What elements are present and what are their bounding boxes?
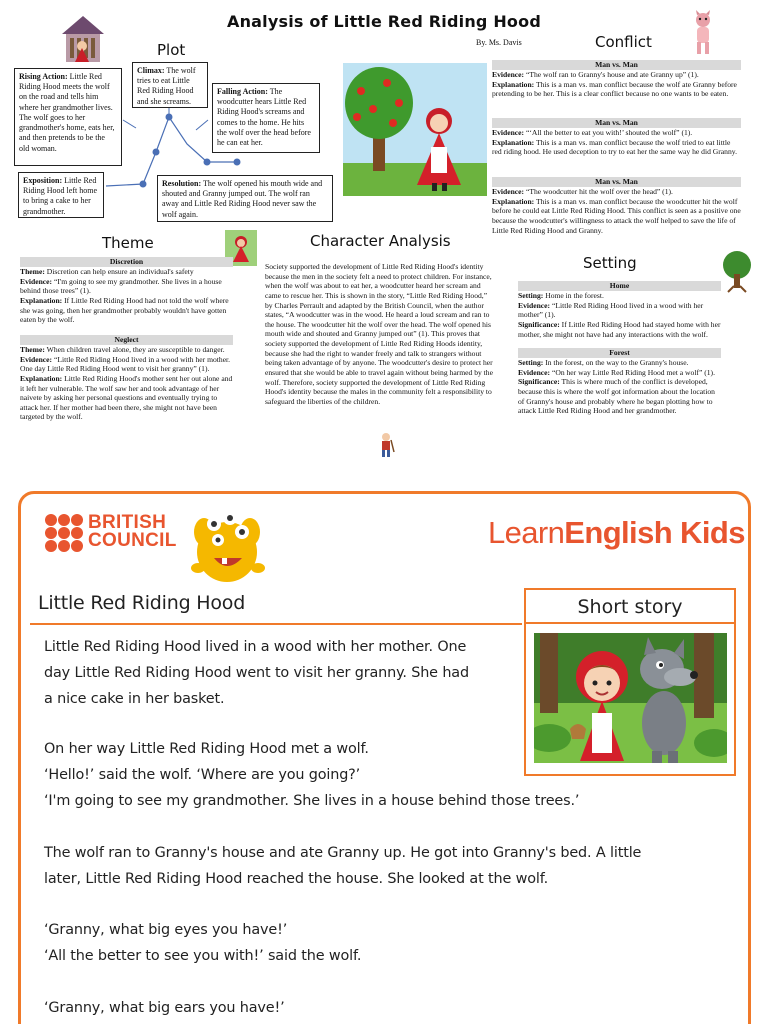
exposition-text: Little Red Riding Hood left home to bring a cake to her grandmother. <box>23 176 97 216</box>
setting-evidence-label-2: Evidence: <box>518 367 551 377</box>
theme-explanation-2: Little Red Riding Hood's mother sent her out alone and it left her vulnerable. The wolf saw her and took advantage of her naivete by asking her personal questions and eventually trying to attack her. If her mother had been there, she might not have been targeted by the wolf. <box>20 373 233 422</box>
conflict-evidence-1: “The wolf ran to Granny's house and ate Granny up” (1). <box>524 70 699 79</box>
resolution-text: The wolf opened his mouth wide and shouted and Granny jumped out. The wolf ran away and Little Red Riding Hood never saw the wolf again. <box>162 179 323 219</box>
setting-label-2: Setting: <box>518 358 544 367</box>
story-paragraph-3 <box>44 840 641 892</box>
theme-label-1: Theme: <box>20 267 45 276</box>
setting-name-2: Forest <box>518 348 721 358</box>
brand-line-2: COUNCIL <box>88 530 177 551</box>
setting-text-1: Home in the forest. <box>543 291 604 300</box>
theme-evidence-2: “Little Red Riding Hood lived in a wood with her mother. One day Little Red Riding Hood went to visit her granny” (1). <box>20 354 231 374</box>
story-line: a nice cake in her basket. <box>44 691 225 707</box>
setting-heading: Setting <box>583 254 637 272</box>
character-analysis-text: Society supported the development of Little Red Riding Hood's identity because the men in the society felt a need to protect children. For instance, when the wolf was about to eat her, a woodcutter heard her scream and came to rescue her. This is shown in the story, “Little Red Riding Hood,” by Charles Perrault and adapted by the British Council, when the author states, “A woodcutter was in the wood. He heard a loud scream and ran to the house. The woodcutter hit the wolf over the head. The wolf opened his mouth wide and shouted and Granny jumped out” (1). This proves that society supported the development of Little Red Riding Hoods identity, because she had the right to wander freely and talk to strangers without being taken advantage of by anyone. The woodcutter's desire to protect her ensured that she would be able to travel again without being harmed by the wolf. Therefore, society supported the development of Little Red Riding Hood's identity because the males in the community felt a responsibility to safeguard the liberties of the children. <box>265 262 493 406</box>
theme-name-1: Discretion <box>20 257 233 267</box>
falling-action-box <box>212 83 320 153</box>
author-byline: By. Ms. Davis <box>476 38 522 47</box>
theme-evidence-1: “I'm going to see my grandmother. She lives in a house behind those trees” (1). <box>20 276 222 296</box>
conflict-explanation-1: This is a man vs. man conflict because the wolf ate Granny before pretending to be her. This is a clear conflict because no one wants to be eaten. <box>492 79 737 99</box>
woodcutter-clipart-image <box>376 432 396 458</box>
conflict-explanation-3: This is a man vs. man conflict because the woodcutter hit the wolf before he could eat Little Red Riding Hood. This conflict is seen as a positive one because the woodcutter's willingness to attack the wolf helped to save the life of Little Red Riding Hood and Granny. <box>492 196 741 235</box>
setting-significance-label-1: Significance: <box>518 319 560 329</box>
story-line: Little Red Riding Hood lived in a wood with her mother. One <box>44 639 467 655</box>
theme-text-1: Discretion can help ensure an individual's safety <box>44 267 194 276</box>
climax-text: The wolf tries to eat Little Red Riding Hood and she screams. <box>137 66 196 106</box>
logo-english-kids: English Kids <box>564 515 745 550</box>
conflict-item-1 <box>492 60 741 99</box>
conflict-type-1: Man vs. Man <box>492 60 741 70</box>
climax-label: Climax: <box>137 66 165 75</box>
story-line: ‘Granny, what big ears you have!’ <box>44 1000 285 1016</box>
title-underline <box>30 623 522 625</box>
theme-text-2: When children travel alone, they are susceptible to danger. <box>44 345 225 354</box>
learnenglish-kids-logo <box>488 515 745 551</box>
setting-name-1: Home <box>518 281 721 291</box>
setting-significance-2: This is where much of the conflict is developed, because this is where the wolf got information about the location of Granny's house and probably where he began plotting how to attack Little Red Riding Hood and her grandmother. <box>518 377 715 416</box>
story-line: ‘All the better to see you with!’ said the wolf. <box>44 948 362 964</box>
falling-action-text: The woodcutter hears Little Red Riding Hood's screams and comes to the home. He hits the wolf over the head before he can eat her. <box>217 87 311 148</box>
conflict-evidence-label-3: Evidence: <box>492 187 525 196</box>
conflict-evidence-label-1: Evidence: <box>492 70 525 79</box>
theme-label-2: Theme: <box>20 345 45 354</box>
conflict-type-3: Man vs. Man <box>492 177 741 187</box>
setting-evidence-label-1: Evidence: <box>518 300 551 310</box>
exposition-box <box>18 172 104 218</box>
conflict-explanation-2: This is a man vs. man conflict because the wolf tried to eat little red riding hood. He used deception to try to eat her the same way he did Granny. <box>492 137 737 157</box>
conflict-explanation-label-3: Explanation: <box>492 196 535 206</box>
conflict-item-3 <box>492 177 741 235</box>
theme-heading: Theme <box>102 234 154 252</box>
story-line: day Little Red Riding Hood went to visit her granny. She had <box>44 665 469 681</box>
climax-box <box>132 62 208 108</box>
story-line: ‘I'm going to see my grandmother. She lives in a house behind those trees.’ <box>44 793 580 809</box>
rising-action-text: Little Red Riding Hood meets the wolf on the road and tells him where her grandmother lives. The wolf goes to her grandmother's home, eats her, and then pretends to be the old woman. <box>19 72 115 153</box>
conflict-evidence-3: “The woodcutter hit the wolf over the head” (1). <box>524 187 673 196</box>
plot-heading: Plot <box>157 41 186 59</box>
story-title: Little Red Riding Hood <box>38 592 246 614</box>
theme-evidence-label-2: Evidence: <box>20 354 53 364</box>
story-line: On her way Little Red Riding Hood met a wolf. <box>44 741 369 757</box>
conflict-type-2: Man vs. Man <box>492 118 741 128</box>
setting-text-2: In the forest, on the way to the Granny's house. <box>543 358 689 367</box>
conflict-evidence-2: “‘All the better to eat you with!’ shouted the wolf” (1). <box>524 128 693 137</box>
story-paragraph-2 <box>44 736 579 814</box>
theme-explanation-1: If Little Red Riding Hood had not told the wolf where she was going, then her grandmother probably wouldn't have gotten eaten by the wolf. <box>20 295 229 325</box>
brand-line-1: BRITISH <box>88 512 167 533</box>
theme-item-2 <box>20 335 233 422</box>
british-council-logo-text <box>88 514 177 550</box>
short-story-label: Short story <box>526 590 734 624</box>
theme-explanation-label-1: Explanation: <box>20 295 63 305</box>
character-analysis-heading: Character Analysis <box>310 232 451 250</box>
story-line: ‘Hello!’ said the wolf. ‘Where are you going?’ <box>44 767 361 783</box>
setting-item-2 <box>518 348 721 416</box>
story-line: The wolf ran to Granny's house and ate Granny up. He got into Granny's bed. A little <box>44 845 642 861</box>
conflict-evidence-label-2: Evidence: <box>492 128 525 137</box>
story-paragraph-5 <box>44 995 285 1021</box>
setting-label-1: Setting: <box>518 291 544 300</box>
conflict-explanation-label-2: Explanation: <box>492 137 535 147</box>
conflict-heading: Conflict <box>595 33 652 51</box>
setting-item-1 <box>518 281 721 339</box>
theme-evidence-label-1: Evidence: <box>20 276 53 286</box>
story-paragraph-1 <box>44 634 469 712</box>
rising-action-label: Rising Action: <box>19 72 68 81</box>
exposition-label: Exposition: <box>23 176 63 185</box>
rising-action-box <box>14 68 122 166</box>
theme-item-1 <box>20 257 233 325</box>
resolution-box <box>157 175 333 222</box>
conflict-item-2 <box>492 118 741 157</box>
story-paragraph-4 <box>44 917 361 969</box>
theme-explanation-label-2: Explanation: <box>20 373 63 383</box>
falling-action-label: Falling Action: <box>217 87 268 96</box>
setting-significance-label-2: Significance: <box>518 377 560 387</box>
document-title: Analysis of Little Red Riding Hood <box>227 12 541 31</box>
resolution-label: Resolution: <box>162 179 202 188</box>
story-line: ‘Granny, what big eyes you have!’ <box>44 922 288 938</box>
theme-name-2: Neglect <box>20 335 233 345</box>
tree-clipart-image <box>720 250 754 294</box>
british-council-logo-dots <box>44 513 84 553</box>
riding-hood-tree-illustration <box>343 63 487 196</box>
setting-evidence-1: “Little Red Riding Hood lived in a wood with her mother” (1). <box>518 300 704 320</box>
setting-significance-1: If Little Red Riding Hood had stayed home with her mother, she might not have had any interactions with the wolf. <box>518 319 721 339</box>
monster-mascot-image <box>184 502 270 586</box>
setting-evidence-2: “On her way Little Red Riding Hood met a wolf” (1). <box>550 367 715 377</box>
story-line: later, Little Red Riding Hood reached the house. She looked at the wolf. <box>44 871 548 887</box>
logo-learn: Learn <box>488 515 565 550</box>
conflict-explanation-label-1: Explanation: <box>492 79 535 89</box>
